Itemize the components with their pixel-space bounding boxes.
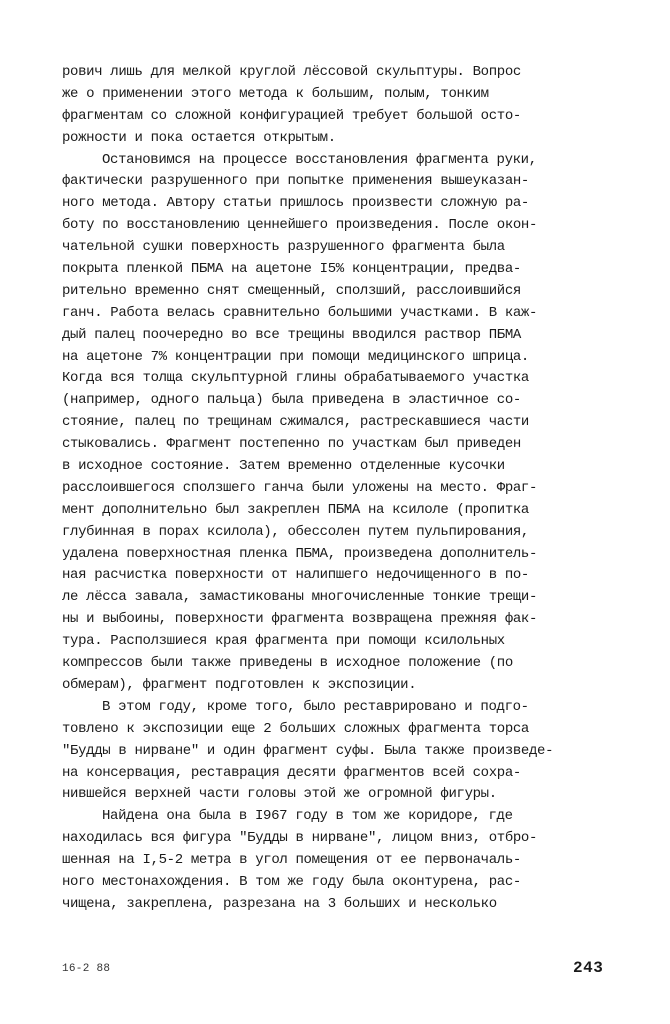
print-code: 16-2 88 bbox=[62, 963, 111, 975]
text-line: тура. Расползшиеся края фрагмента при помощи ксилольных bbox=[62, 633, 505, 650]
text-line: чищена, закреплена, разрезана на 3 больших и несколько bbox=[62, 895, 497, 912]
text-line: глубинная в порах ксилола), обессолен путем пульпирования, bbox=[62, 523, 529, 540]
text-line: ганч. Работа велась сравнительно большими участками. В каж- bbox=[62, 304, 538, 321]
text-line: В этом году, кроме того, было реставрировано и подго- bbox=[102, 698, 529, 715]
text-line: стояние, палец по трещинам сжимался, растрескавшиеся части bbox=[62, 414, 529, 431]
text-line: стыковались. Фрагмент постепенно по участкам был приведен bbox=[62, 436, 521, 453]
text-line: на консервация, реставрация десяти фрагментов всей сохра- bbox=[62, 764, 521, 781]
text-line: мент дополнительно был закреплен ПБМА на ксилоле (пропитка bbox=[62, 501, 529, 518]
text-line: на ацетоне 7% концентрации при помощи медицинского шприца. bbox=[62, 348, 529, 365]
text-line: фрагментам со сложной конфигурацией требует большой осто- bbox=[62, 107, 521, 124]
text-line: чательной сушки поверхность разрушенного фрагмента была bbox=[62, 239, 505, 256]
text-line: ны и выбоины, поверхности фрагмента возвращена прежняя фак- bbox=[62, 611, 538, 628]
text-line: удалена поверхностная пленка ПБМА, произведена дополнитель- bbox=[62, 545, 538, 562]
text-line: ле лёсса завала, замастикованы многочисленные тонкие трещи- bbox=[62, 589, 538, 606]
text-line: компрессов были также приведены в исходное положение (по bbox=[62, 655, 513, 672]
text-line: покрыта пленкой ПБМА на ацетоне I5% концентрации, предва- bbox=[62, 261, 521, 278]
text-line: рожности и пока остается открытым. bbox=[62, 129, 336, 146]
body-text bbox=[62, 62, 622, 916]
text-line: шенная на I,5-2 метра в угол помещения от ее первоначаль- bbox=[62, 852, 521, 869]
text-line: фактически разрушенного при попытке применения вышеуказан- bbox=[62, 173, 529, 190]
text-line: находилась вся фигура "Будды в нирване", лицом вниз, отбро- bbox=[62, 830, 538, 847]
text-line: Когда вся толща скульптурной глины обрабатываемого участка bbox=[62, 370, 529, 387]
text-line: рительно временно снят смещенный, сползший, расслоившийся bbox=[62, 282, 521, 299]
text-line: нившейся верхней части головы этой же огромной фигуры. bbox=[62, 786, 497, 803]
text-line: ная расчистка поверхности от налипшего недочищенного в по- bbox=[62, 567, 529, 584]
text-line: ного местонахождения. В том же году была оконтурена, рас- bbox=[62, 873, 521, 890]
text-line: боту по восстановлению ценнейшего произведения. После окон- bbox=[62, 217, 538, 234]
text-line: товлено к экспозиции еще 2 больших сложных фрагмента торса bbox=[62, 720, 529, 737]
text-line: ного метода. Автору статьи пришлось произвести сложную ра- bbox=[62, 195, 529, 212]
text-line: же о применении этого метода к большим, полым, тонким bbox=[62, 85, 489, 102]
text-line: расслоившегося сползшего ганча были уложены на место. Фраг- bbox=[62, 479, 538, 496]
text-line: в исходное состояние. Затем временно отделенные кусочки bbox=[62, 458, 505, 475]
text-line: (например, одного пальца) была приведена в эластичное со- bbox=[62, 392, 521, 409]
text-line: Найдена она была в I967 году в том же коридоре, где bbox=[102, 808, 513, 825]
text-line: рович лишь для мелкой круглой лёссовой скульптуры. Вопрос bbox=[62, 64, 521, 80]
text-line: Остановимся на процессе восстановления фрагмента руки, bbox=[102, 151, 537, 168]
text-line: обмерам), фрагмент подготовлен к экспозиции. bbox=[62, 676, 417, 693]
text-line: дый палец поочередно во все трещины вводился раствор ПБМА bbox=[62, 326, 521, 343]
text-line: "Будды в нирване" и один фрагмент суфы. Была также произведе- bbox=[62, 742, 554, 759]
page-number: 243 bbox=[573, 959, 604, 977]
